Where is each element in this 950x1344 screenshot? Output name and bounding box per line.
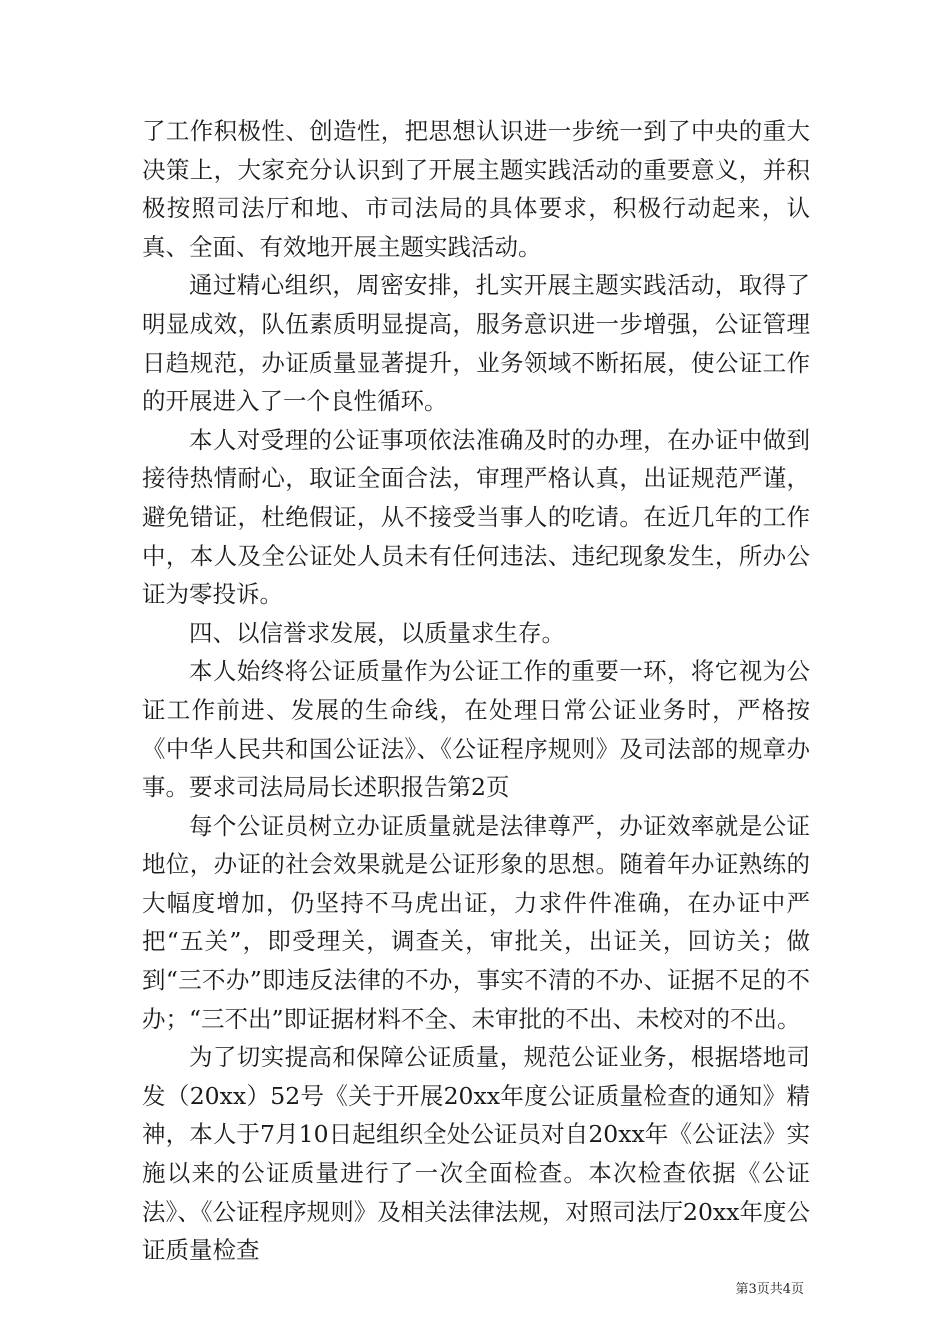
- paragraph-quality-commitment: 本人始终将公证质量作为公证工作的重要一环，将它视为公证工作前进、发展的生命线，在处理日常公证业务时，严格按《中华人民共和国公证法》、《公证程序规则》及司法部的规章办事。要求司法局局长述职报告第2页: [142, 657, 810, 802]
- paragraph-results: 通过精心组织，周密安排，扎实开展主题实践活动，取得了明显成效，队伍素质明显提高，服务意识进一步增强，公证管理日趋规范，办证质量显著提升，业务领域不断拓展，使公证工作的开展进入了一个良性循环。: [142, 271, 810, 416]
- section-heading-four: 四、以信誉求发展，以质量求生存。: [189, 618, 565, 647]
- paragraph-personal-conduct: 本人对受理的公证事项依法准确及时的办理，在办证中做到接待热情耐心，取证全面合法，审理严格认真，出证规范严谨，避免错证，杜绝假证，从不接受当事人的吃请。在近几年的工作中，本人及全公证处人员未有任何违法、违纪现象发生，所办公证为零投诉。: [142, 425, 810, 609]
- document-body: [142, 112, 810, 1270]
- paragraph-quality-inspection: 为了切实提高和保障公证质量，规范公证业务，根据塔地司发（20xx）52号《关于开展20xx年度公证质量检查的通知》精神，本人于7月10日起组织全处公证员对自20xx年《公证法》实施以来的公证质量进行了一次全面检查。本次检查依据《公证法》、《公证程序规则》及相关法律法规，对照司法厅20xx年度公证质量检查: [142, 1043, 810, 1265]
- paragraph-continuation: 了工作积极性、创造性，把思想认识进一步统一到了中央的重大决策上，大家充分认识到了开展主题实践活动的重要意义，并积极按照司法厅和地、市司法局的具体要求，积极行动起来，认真、全面、有效地开展主题实践活动。: [142, 117, 810, 261]
- paragraph-five-checks: 每个公证员树立办证质量就是法律尊严，办证效率就是公证地位，办证的社会效果就是公证形象的思想。随着年办证熟练的大幅度增加，仍坚持不马虎出证，力求件件准确，在办证中严把“五关”，即受理关，调查关，审批关，出证关，回访关；做到“三不办”即违反法律的不办，事实不清的不办、证据不足的不办；“三不出”即证据材料不全、未审批的不出、未校对的不出。: [142, 811, 810, 1033]
- page-number-footer: 第3页共4页: [735, 1282, 804, 1297]
